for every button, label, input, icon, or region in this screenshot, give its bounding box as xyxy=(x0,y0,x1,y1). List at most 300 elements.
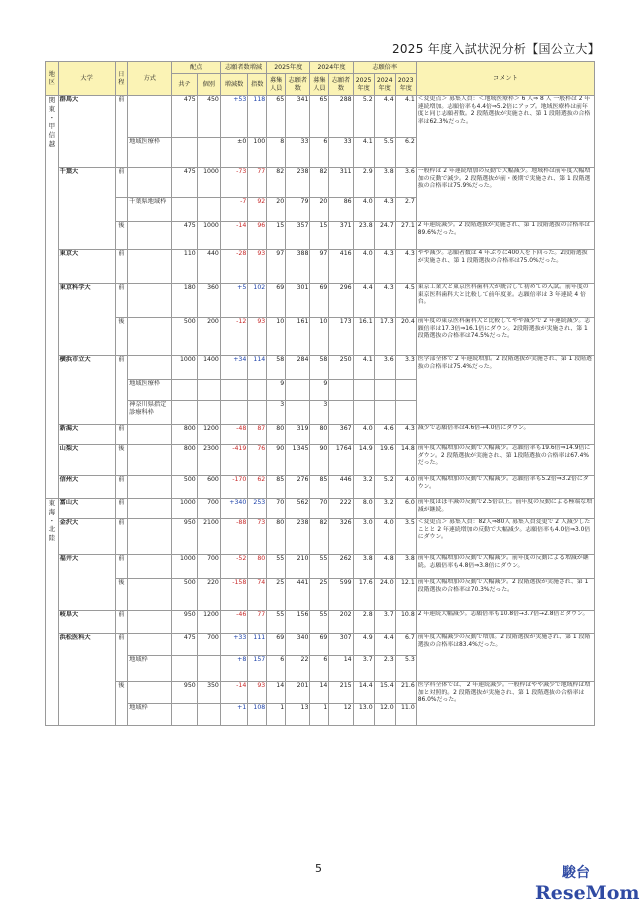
univ-name: 浜松医科大 xyxy=(58,634,115,726)
kyotsu: 500 xyxy=(172,476,197,499)
shisu: 76 xyxy=(248,445,267,476)
boshu-2024: 3 xyxy=(310,401,329,425)
boshu-2025: 80 xyxy=(267,425,286,445)
kobetsu: 2100 xyxy=(197,519,220,555)
shigansha-2024: 326 xyxy=(329,519,353,555)
schedule: 前 xyxy=(115,611,128,634)
shisu: 77 xyxy=(248,168,267,198)
comment: 2 年連続減少。2 段階選抜が実施され、第 1 段階選抜の合格率は89.6%だった。 xyxy=(416,222,594,250)
kobetsu: 450 xyxy=(197,96,220,138)
boshu-2025: 97 xyxy=(267,250,286,284)
schedule: 前 xyxy=(115,634,128,682)
method: 神奈川県指定診療科枠 xyxy=(128,401,172,425)
table-row xyxy=(46,168,595,198)
kyotsu: 1000 xyxy=(172,499,197,519)
ratio-2023: 14.8 xyxy=(395,445,416,476)
ratio-2023: 6.0 xyxy=(395,499,416,519)
shisu: 157 xyxy=(248,656,267,682)
ratio-2024: 4.4 xyxy=(374,96,395,138)
univ-name: 信州大 xyxy=(58,476,115,499)
comment: 前年度大幅増加の反動で大幅減少。前年度の反動による増減が継続。志願倍率も4.8倍⇒3.8倍にダウン。 xyxy=(416,555,594,579)
boshu-2025: 55 xyxy=(267,611,286,634)
shigansha-2025: 319 xyxy=(286,425,310,445)
header-shigansha-2024: 志願者数 xyxy=(329,74,353,96)
kyotsu: 475 xyxy=(172,634,197,656)
shigansha-2024: 250 xyxy=(329,356,353,380)
schedule: 前 xyxy=(115,555,128,579)
ratio-2024: 19.6 xyxy=(374,445,395,476)
kobetsu: 1200 xyxy=(197,611,220,634)
ratio-2024: 24.0 xyxy=(374,579,395,611)
header-y2024: 2024年度 xyxy=(310,62,353,74)
ratio-2023: 20.4 xyxy=(395,318,416,356)
ratio-2025 xyxy=(353,380,374,401)
kyotsu: 500 xyxy=(172,579,197,611)
page-title: 2025 年度入試状況分析【国公立大】 xyxy=(391,42,600,56)
table-row xyxy=(46,476,595,499)
comment: 一般枠は 2 年連続増加の反動で大幅減少。地域枠は前年度大幅増加の反動で減少。2 段階選抜が前・後期で実施され、第 1 段階選抜の合格率は75.9%だった。 xyxy=(416,168,594,222)
shigansha-2024: 262 xyxy=(329,555,353,579)
schedule: 後 xyxy=(115,445,128,476)
kyotsu: 110 xyxy=(172,250,197,284)
kobetsu: 700 xyxy=(197,634,220,656)
zogen: -73 xyxy=(220,168,247,198)
ratio-2023: 6.2 xyxy=(395,138,416,168)
univ-name: 群馬大 xyxy=(58,96,115,168)
method xyxy=(128,222,172,250)
ratio-2023 xyxy=(395,401,416,425)
boshu-2024: 6 xyxy=(310,138,329,168)
table-row xyxy=(46,499,595,519)
kobetsu xyxy=(197,380,220,401)
univ-name: 東京科学大 xyxy=(58,284,115,356)
shigansha-2025: 388 xyxy=(286,250,310,284)
comment: 東京工業大と東京医科歯科大が統合して初めての入試。前年度の東京医科歯科大と比較して前年度並。志願倍率は 3 年連続 4 倍台。 xyxy=(416,284,594,318)
boshu-2024: 10 xyxy=(310,318,329,356)
header-univ: 大学 xyxy=(58,62,115,96)
schedule xyxy=(115,198,128,222)
shigansha-2025: 1345 xyxy=(286,445,310,476)
shigansha-2025: 201 xyxy=(286,682,310,704)
page-number: 5 xyxy=(315,862,322,875)
shigansha-2025: 161 xyxy=(286,318,310,356)
kobetsu: 700 xyxy=(197,499,220,519)
kobetsu: 1000 xyxy=(197,222,220,250)
shigansha-2025: 301 xyxy=(286,284,310,318)
table-row xyxy=(46,555,595,579)
ratio-2024: 4.3 xyxy=(374,198,395,222)
zogen: -52 xyxy=(220,555,247,579)
method xyxy=(128,499,172,519)
admission-table xyxy=(45,61,595,726)
kobetsu: 1200 xyxy=(197,425,220,445)
schedule: 前 xyxy=(115,168,128,198)
ratio-2024: 15.4 xyxy=(374,682,395,704)
ratio-2023: 3.6 xyxy=(395,168,416,198)
method xyxy=(128,445,172,476)
brand-logo: 駿台 xyxy=(562,865,590,881)
univ-name: 新潟大 xyxy=(58,425,115,445)
method xyxy=(128,555,172,579)
kyotsu: 950 xyxy=(172,519,197,555)
shisu: 92 xyxy=(248,198,267,222)
shigansha-2024: 1764 xyxy=(329,445,353,476)
kyotsu: 180 xyxy=(172,284,197,318)
region-label: 関 東 ・ 甲 信 越 xyxy=(46,96,59,499)
boshu-2025: 20 xyxy=(267,198,286,222)
shisu: 102 xyxy=(248,284,267,318)
zogen: +340 xyxy=(220,499,247,519)
zogen: -419 xyxy=(220,445,247,476)
kobetsu: 200 xyxy=(197,318,220,356)
shigansha-2024: 173 xyxy=(329,318,353,356)
shisu: 111 xyxy=(248,634,267,656)
ratio-2024 xyxy=(374,380,395,401)
header-kobetsu: 個別 xyxy=(197,74,220,96)
ratio-2023: 5.3 xyxy=(395,656,416,682)
kyotsu: 500 xyxy=(172,318,197,356)
shisu: 87 xyxy=(248,425,267,445)
header-b2023: 2023年度 xyxy=(395,74,416,96)
header-shisu: 指数 xyxy=(248,74,267,96)
method xyxy=(128,682,172,704)
kobetsu: 1000 xyxy=(197,168,220,198)
boshu-2025: 90 xyxy=(267,445,286,476)
ratio-2025: 13.0 xyxy=(353,704,374,726)
shisu: 114 xyxy=(248,356,267,380)
ratio-2023: 11.0 xyxy=(395,704,416,726)
zogen: -158 xyxy=(220,579,247,611)
univ-name: 福井大 xyxy=(58,555,115,611)
shigansha-2025: 238 xyxy=(286,519,310,555)
kobetsu: 2300 xyxy=(197,445,220,476)
boshu-2024: 69 xyxy=(310,634,329,656)
header-region: 地区 xyxy=(46,62,59,96)
zogen: +5 xyxy=(220,284,247,318)
table-row xyxy=(46,445,595,476)
table-row xyxy=(46,634,595,656)
zogen: -12 xyxy=(220,318,247,356)
ratio-2024: 4.3 xyxy=(374,250,395,284)
ratio-2023: 4.0 xyxy=(395,476,416,499)
comment: 前年度大幅減少の反動で増加。2 段階選抜が実施され、第 1 段階選抜の合格率は83.4%だった。 xyxy=(416,634,594,682)
boshu-2025: 55 xyxy=(267,555,286,579)
ratio-2025 xyxy=(353,401,374,425)
shigansha-2025 xyxy=(286,380,310,401)
ratio-2025: 8.0 xyxy=(353,499,374,519)
zogen: +8 xyxy=(220,656,247,682)
zogen: +33 xyxy=(220,634,247,656)
boshu-2025: 65 xyxy=(267,96,286,138)
ratio-2024: 4.3 xyxy=(374,284,395,318)
kobetsu: 220 xyxy=(197,579,220,611)
ratio-2024: 5.5 xyxy=(374,138,395,168)
shigansha-2024: 446 xyxy=(329,476,353,499)
schedule: 前 xyxy=(115,499,128,519)
univ-name: 金沢大 xyxy=(58,519,115,555)
kyotsu xyxy=(172,656,197,682)
method: 千葉県地域枠 xyxy=(128,198,172,222)
table-row xyxy=(46,356,595,380)
shigansha-2025: 340 xyxy=(286,634,310,656)
shisu: 62 xyxy=(248,476,267,499)
zogen: -14 xyxy=(220,682,247,704)
kobetsu: 700 xyxy=(197,555,220,579)
ratio-2023: 3.5 xyxy=(395,519,416,555)
comment: 前年度大幅増加の反動で大幅減少。志願倍率も19.6倍⇒14.9倍にダウン。2 段階選抜が実施され、第 1段階選抜の合格率は67.4%だった。 xyxy=(416,445,594,476)
header-shigansha-2025: 志願者数 xyxy=(286,74,310,96)
table-row xyxy=(46,96,595,138)
zogen: -88 xyxy=(220,519,247,555)
schedule: 後 xyxy=(115,222,128,250)
boshu-2024: 80 xyxy=(310,425,329,445)
shigansha-2024: 33 xyxy=(329,138,353,168)
schedule: 前 xyxy=(115,519,128,555)
shigansha-2024: 14 xyxy=(329,656,353,682)
shigansha-2024 xyxy=(329,380,353,401)
shigansha-2024: 307 xyxy=(329,634,353,656)
shisu: 93 xyxy=(248,250,267,284)
shigansha-2024: 222 xyxy=(329,499,353,519)
shigansha-2025: 341 xyxy=(286,96,310,138)
table-row xyxy=(46,682,595,704)
ratio-2024: 2.3 xyxy=(374,656,395,682)
shigansha-2025: 562 xyxy=(286,499,310,519)
ratio-2024: 4.4 xyxy=(374,634,395,656)
zogen: ±0 xyxy=(220,138,247,168)
ratio-2025: 3.2 xyxy=(353,476,374,499)
header-y2025: 2025年度 xyxy=(267,62,310,74)
boshu-2025: 3 xyxy=(267,401,286,425)
table-row xyxy=(46,579,595,611)
method xyxy=(128,476,172,499)
ratio-2023: 10.8 xyxy=(395,611,416,634)
ratio-2025: 3.7 xyxy=(353,656,374,682)
shisu: 77 xyxy=(248,611,267,634)
kobetsu: 600 xyxy=(197,476,220,499)
kobetsu xyxy=(197,704,220,726)
shigansha-2024: 202 xyxy=(329,611,353,634)
method xyxy=(128,611,172,634)
boshu-2025: 6 xyxy=(267,656,286,682)
comment: ＜変更点＞ 募集人員：82人⇒80人 募集人員変更で 2 人減少したことと 2 年連続増加の反動で大幅減少。志願倍率も4.0倍⇒3.0倍にダウン。 xyxy=(416,519,594,555)
comment: やや減少。志願者数は 4 年ぶりに400人を下回った。2段階選抜が実施され、第 1 段階選抜の合格率は75.0%だった。 xyxy=(416,250,594,284)
table-row xyxy=(46,611,595,634)
method xyxy=(128,284,172,318)
ratio-2024: 3.6 xyxy=(374,356,395,380)
shigansha-2025: 238 xyxy=(286,168,310,198)
ratio-2023: 27.1 xyxy=(395,222,416,250)
zogen: -14 xyxy=(220,222,247,250)
shigansha-2024: 86 xyxy=(329,198,353,222)
method xyxy=(128,318,172,356)
ratio-2025: 3.8 xyxy=(353,555,374,579)
ratio-2023: 4.3 xyxy=(395,250,416,284)
table-row xyxy=(46,425,595,445)
boshu-2025: 70 xyxy=(267,499,286,519)
shisu: 118 xyxy=(248,96,267,138)
kyotsu: 800 xyxy=(172,425,197,445)
ratio-2024: 4.0 xyxy=(374,519,395,555)
schedule: 前 xyxy=(115,284,128,318)
header-comment: コメント xyxy=(416,62,594,96)
ratio-2023: 21.6 xyxy=(395,682,416,704)
ratio-2023: 2.7 xyxy=(395,198,416,222)
boshu-2024: 1 xyxy=(310,704,329,726)
kyotsu: 475 xyxy=(172,96,197,138)
shisu: 108 xyxy=(248,704,267,726)
univ-name: 横浜市立大 xyxy=(58,356,115,425)
schedule: 前 xyxy=(115,356,128,425)
kobetsu xyxy=(197,198,220,222)
method xyxy=(128,168,172,198)
header-b2024: 2024年度 xyxy=(374,74,395,96)
boshu-2025: 80 xyxy=(267,519,286,555)
zogen: -46 xyxy=(220,611,247,634)
shigansha-2025 xyxy=(286,401,310,425)
table-row xyxy=(46,250,595,284)
boshu-2024: 14 xyxy=(310,682,329,704)
boshu-2025: 69 xyxy=(267,284,286,318)
kobetsu: 1400 xyxy=(197,356,220,380)
method xyxy=(128,579,172,611)
boshu-2025: 9 xyxy=(267,380,286,401)
boshu-2025: 10 xyxy=(267,318,286,356)
table-body xyxy=(46,96,595,726)
kyotsu: 950 xyxy=(172,682,197,704)
kyotsu xyxy=(172,380,197,401)
schedule: 前 xyxy=(115,425,128,445)
shigansha-2025: 276 xyxy=(286,476,310,499)
comment: 前年度ほぼ半減の反動で2.5倍以上。前年度の反動による極端な増減が継続。 xyxy=(416,499,594,519)
boshu-2024: 55 xyxy=(310,611,329,634)
ratio-2025: 5.2 xyxy=(353,96,374,138)
ratio-2023: 12.1 xyxy=(395,579,416,611)
zogen: -28 xyxy=(220,250,247,284)
boshu-2024: 9 xyxy=(310,380,329,401)
comment: 医学部全体で 2 年連続増加。2 段階選抜が実施され、第 1 段階選抜の合格率は75.4%だった。 xyxy=(416,356,594,425)
schedule: 前 xyxy=(115,96,128,168)
ratio-2024: 4.8 xyxy=(374,555,395,579)
ratio-2025: 4.1 xyxy=(353,356,374,380)
shisu: 93 xyxy=(248,318,267,356)
ratio-2023: 4.5 xyxy=(395,284,416,318)
schedule: 後 xyxy=(115,318,128,356)
kyotsu: 1000 xyxy=(172,555,197,579)
shigansha-2025: 441 xyxy=(286,579,310,611)
ratio-2023: 4.1 xyxy=(395,96,416,138)
shisu: 96 xyxy=(248,222,267,250)
watermark-logo: ReseMom xyxy=(535,882,640,904)
boshu-2025: 58 xyxy=(267,356,286,380)
shigansha-2025: 284 xyxy=(286,356,310,380)
shisu: 73 xyxy=(248,519,267,555)
header-haiten: 配点 xyxy=(172,62,220,74)
table-row xyxy=(46,519,595,555)
univ-name: 山梨大 xyxy=(58,445,115,476)
univ-name: 千葉大 xyxy=(58,168,115,250)
boshu-2025: 1 xyxy=(267,704,286,726)
zogen: +34 xyxy=(220,356,247,380)
ratio-2023 xyxy=(395,380,416,401)
ratio-2023: 3.3 xyxy=(395,356,416,380)
header-kyotsu: 共テ xyxy=(172,74,197,96)
kyotsu: 800 xyxy=(172,445,197,476)
shigansha-2024: 215 xyxy=(329,682,353,704)
schedule: 前 xyxy=(115,250,128,284)
shigansha-2025: 210 xyxy=(286,555,310,579)
boshu-2024: 65 xyxy=(310,96,329,138)
header-shigan-group: 志願者数増減 xyxy=(220,62,266,74)
method xyxy=(128,96,172,138)
ratio-2025: 4.1 xyxy=(353,138,374,168)
boshu-2025: 69 xyxy=(267,634,286,656)
method: 地域医療枠 xyxy=(128,380,172,401)
shigansha-2025: 156 xyxy=(286,611,310,634)
comment: ＜変更点＞ 募集人員：＜地域医療枠＞ 6 人⇒ 8 人 一般枠は 2 年連続増加。志願倍率も4.4倍⇒5.2倍にアップ。地域医療枠は前年度と同じ志願者数。2 段階選抜が実施され、第 1 段階選抜の合格率は62.3%だった。 xyxy=(416,96,594,168)
boshu-2024: 15 xyxy=(310,222,329,250)
ratio-2025: 23.8 xyxy=(353,222,374,250)
header-boshu-2025: 募集人員 xyxy=(267,74,286,96)
kobetsu xyxy=(197,401,220,425)
kyotsu: 950 xyxy=(172,611,197,634)
comment: 医学科全体では、 2 年連続減少。一般枠はやや減少で地域枠は増加と対照的。2 段階選抜が実施され、第 1 段階選抜の合格率は86.0%だった。 xyxy=(416,682,594,726)
boshu-2024: 85 xyxy=(310,476,329,499)
univ-name: 岐阜大 xyxy=(58,611,115,634)
schedule: 後 xyxy=(115,682,128,726)
zogen: -170 xyxy=(220,476,247,499)
boshu-2025: 14 xyxy=(267,682,286,704)
boshu-2025: 8 xyxy=(267,138,286,168)
header-boshu-2024: 募集人員 xyxy=(310,74,329,96)
boshu-2024: 90 xyxy=(310,445,329,476)
shigansha-2024: 288 xyxy=(329,96,353,138)
kyotsu: 475 xyxy=(172,222,197,250)
kyotsu xyxy=(172,704,197,726)
boshu-2025: 15 xyxy=(267,222,286,250)
ratio-2024: 24.7 xyxy=(374,222,395,250)
header-zogen: 増減数 xyxy=(220,74,247,96)
boshu-2024: 55 xyxy=(310,555,329,579)
kobetsu xyxy=(197,656,220,682)
ratio-2023: 6.7 xyxy=(395,634,416,656)
ratio-2024: 3.7 xyxy=(374,611,395,634)
ratio-2024: 17.3 xyxy=(374,318,395,356)
boshu-2025: 85 xyxy=(267,476,286,499)
boshu-2024: 20 xyxy=(310,198,329,222)
univ-name: 富山大 xyxy=(58,499,115,519)
method: 地域医療枠 xyxy=(128,138,172,168)
shigansha-2024: 371 xyxy=(329,222,353,250)
ratio-2024: 5.2 xyxy=(374,476,395,499)
shigansha-2024: 416 xyxy=(329,250,353,284)
comment: 前年度の東京医科歯科大と比較してやや減少で 2 年連続減少。志願倍率は17.3倍⇒16.1倍にダウン。2段階選抜が実施され、第 1 段階選抜の合格率は74.5%だった。 xyxy=(416,318,594,356)
shigansha-2025: 79 xyxy=(286,198,310,222)
shisu: 93 xyxy=(248,682,267,704)
shisu: 253 xyxy=(248,499,267,519)
boshu-2024: 25 xyxy=(310,579,329,611)
kobetsu: 350 xyxy=(197,682,220,704)
zogen: -7 xyxy=(220,198,247,222)
table-row xyxy=(46,318,595,356)
zogen: +1 xyxy=(220,704,247,726)
shigansha-2024: 599 xyxy=(329,579,353,611)
zogen: -48 xyxy=(220,425,247,445)
kyotsu: 1000 xyxy=(172,356,197,380)
boshu-2024: 58 xyxy=(310,356,329,380)
shigansha-2025: 13 xyxy=(286,704,310,726)
shisu: 80 xyxy=(248,555,267,579)
